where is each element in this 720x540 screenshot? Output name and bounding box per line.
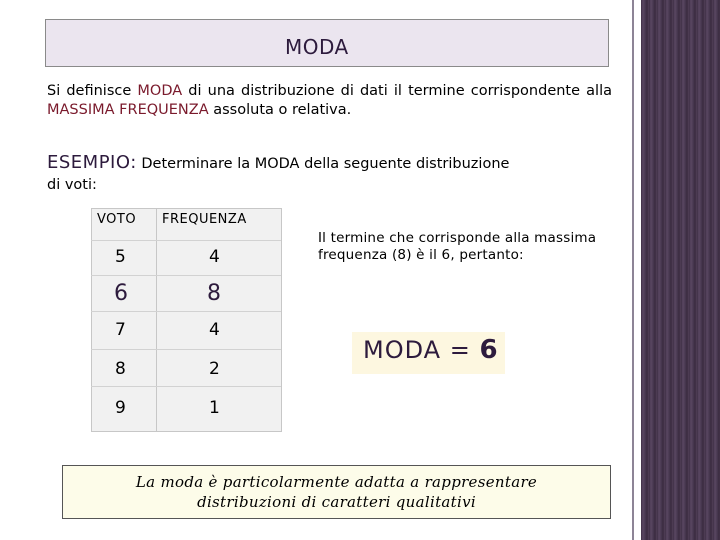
definition-moda-highlight: MODA <box>137 83 183 99</box>
table-cell-frequenza: 1 <box>209 398 220 418</box>
table-column-divider <box>156 208 157 431</box>
note-line-2: distribuzioni di caratteri qualitativi <box>197 493 476 511</box>
table-row-divider <box>91 386 281 387</box>
note-text <box>62 472 611 512</box>
definition-text-1: Si definisce <box>47 83 138 99</box>
table-row-divider <box>91 240 281 241</box>
example-text: Determinare la MODA della seguente distribuzione <box>136 156 510 172</box>
table-row-divider <box>91 275 281 276</box>
decorative-divider-line <box>632 0 634 540</box>
result-label: MODA = <box>363 336 480 364</box>
table-cell-frequenza: 2 <box>209 359 220 379</box>
result-formula <box>363 335 499 365</box>
definition-text-2: di una distribuzione di dati il termine corrispondente alla <box>182 83 612 99</box>
table-header-frequenza: FREQUENZA <box>162 212 247 227</box>
definition-text-3: assoluta o relativa. <box>208 102 352 118</box>
slide-title: MODA <box>285 35 349 59</box>
table-cell-frequenza-highlight: 8 <box>207 281 221 306</box>
definition-paragraph <box>47 82 612 120</box>
table-cell-voto: 8 <box>115 359 126 379</box>
definition-massima-highlight: MASSIMA FREQUENZA <box>47 102 209 118</box>
table-cell-voto: 5 <box>115 247 126 267</box>
decorative-side-stripe <box>641 0 720 540</box>
explanation-text: Il termine che corrisponde alla massima frequenza (8) è il 6, pertanto: <box>318 230 597 263</box>
table-cell-voto: 7 <box>115 320 126 340</box>
example-text-continued: di voti: <box>47 177 97 193</box>
table-header-voto: VOTO <box>97 212 137 227</box>
result-value: 6 <box>479 335 499 365</box>
table-cell-frequenza: 4 <box>209 320 220 340</box>
example-label: ESEMPIO: <box>47 152 137 173</box>
table-cell-voto: 9 <box>115 398 126 418</box>
table-row-divider <box>91 311 281 312</box>
example-paragraph <box>47 152 617 195</box>
note-line-1: La moda è particolarmente adatta a rappresentare <box>135 473 538 491</box>
table-cell-voto-highlight: 6 <box>114 281 128 306</box>
table-cell-frequenza: 4 <box>209 247 220 267</box>
table-row-divider <box>91 349 281 350</box>
